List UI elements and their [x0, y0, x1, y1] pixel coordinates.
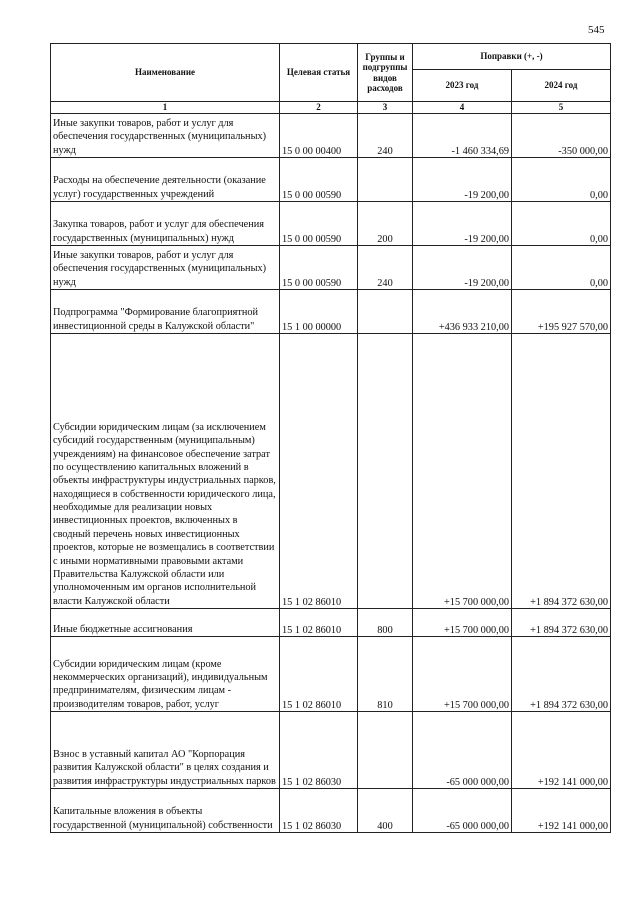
row-amount-2024: +195 927 570,00	[512, 290, 611, 334]
row-target-code: 15 1 02 86030	[280, 712, 358, 789]
row-expense-group: 810	[358, 637, 413, 712]
row-expense-group: 240	[358, 114, 413, 158]
row-amount-2023: +436 933 210,00	[413, 290, 512, 334]
row-target-code: 15 0 00 00400	[280, 114, 358, 158]
page-number: 545	[588, 24, 605, 36]
row-name: Иные закупки товаров, работ и услуг для обеспечения государственных (муниципальных) нужд	[51, 246, 280, 290]
row-amount-2024: 0,00	[512, 158, 611, 202]
row-amount-2023: -19 200,00	[413, 158, 512, 202]
row-amount-2024: 0,00	[512, 202, 611, 246]
row-target-code: 15 1 02 86010	[280, 637, 358, 712]
row-amount-2024: 0,00	[512, 246, 611, 290]
row-expense-group: 400	[358, 789, 413, 833]
row-target-code: 15 1 02 86010	[280, 334, 358, 609]
header-target-article: Целевая статья	[280, 44, 358, 102]
row-expense-group	[358, 290, 413, 334]
col-index-3: 3	[358, 102, 413, 114]
row-expense-group: 240	[358, 246, 413, 290]
header-year-2024: 2024 год	[512, 70, 611, 102]
row-target-code: 15 0 00 00590	[280, 158, 358, 202]
row-target-code: 15 1 02 86010	[280, 609, 358, 637]
row-amount-2023: +15 700 000,00	[413, 334, 512, 609]
row-target-code: 15 0 00 00590	[280, 202, 358, 246]
row-amount-2024: +1 894 372 630,00	[512, 637, 611, 712]
table-row	[51, 609, 611, 637]
col-index-1: 1	[51, 102, 280, 114]
row-amount-2024: -350 000,00	[512, 114, 611, 158]
row-amount-2023: -19 200,00	[413, 202, 512, 246]
row-amount-2023: +15 700 000,00	[413, 637, 512, 712]
row-expense-group	[358, 158, 413, 202]
row-name: Закупка товаров, работ и услуг для обеспечения государственных (муниципальных) нужд	[51, 202, 280, 246]
row-amount-2024: +1 894 372 630,00	[512, 609, 611, 637]
row-expense-group	[358, 334, 413, 609]
row-expense-group: 800	[358, 609, 413, 637]
row-name: Подпрограмма "Формирование благоприятной инвестиционной среды в Калужской области"	[51, 290, 280, 334]
table-row	[51, 158, 611, 202]
table-row	[51, 114, 611, 158]
row-amount-2023: -65 000 000,00	[413, 789, 512, 833]
row-amount-2023: -19 200,00	[413, 246, 512, 290]
row-amount-2023: -65 000 000,00	[413, 712, 512, 789]
row-expense-group: 200	[358, 202, 413, 246]
table-row	[51, 290, 611, 334]
col-index-5: 5	[512, 102, 611, 114]
row-name: Субсидии юридическим лицам (за исключением субсидий государственным (муниципальным) учреждениям) на финансовое обеспечение затрат по осуществлению капитальных вложений в объекты инфраструктуры индустриальных парков, находящиеся в собственности юридического лица, необходимые для реализации новых инвестиционных проектов, включенных в сводный перечень новых инвестиционных проектов, которые не возмещались в соответствии с иными нормативными правовыми актами Правительства Калужской области или уполномоченным им органов исполнительной власти Калужской области	[51, 334, 280, 609]
row-expense-group	[358, 712, 413, 789]
header-amendments: Поправки (+, -)	[413, 44, 611, 70]
table-row	[51, 637, 611, 712]
table-row	[51, 789, 611, 833]
row-target-code: 15 1 00 00000	[280, 290, 358, 334]
header-name: Наименование	[51, 44, 280, 102]
table-row	[51, 246, 611, 290]
row-target-code: 15 0 00 00590	[280, 246, 358, 290]
row-amount-2024: +1 894 372 630,00	[512, 334, 611, 609]
row-name: Расходы на обеспечение деятельности (оказание услуг) государственных учреждений	[51, 158, 280, 202]
col-index-2: 2	[280, 102, 358, 114]
row-name: Капитальные вложения в объекты государственной (муниципальной) собственности	[51, 789, 280, 833]
row-amount-2023: +15 700 000,00	[413, 609, 512, 637]
row-name: Иные бюджетные ассигнования	[51, 609, 280, 637]
table-row	[51, 334, 611, 609]
budget-amendments-table	[50, 43, 611, 833]
row-amount-2023: -1 460 334,69	[413, 114, 512, 158]
row-amount-2024: +192 141 000,00	[512, 789, 611, 833]
row-name: Иные закупки товаров, работ и услуг для обеспечения государственных (муниципальных) нужд	[51, 114, 280, 158]
row-name: Субсидии юридическим лицам (кроме некоммерческих организаций), индивидуальным предпринимателям, физическим лицам - производителям товаров, работ, услуг	[51, 637, 280, 712]
row-amount-2024: +192 141 000,00	[512, 712, 611, 789]
row-name: Взнос в уставный капитал АО "Корпорация развития Калужской области" в целях создания и развития инфраструктуры индустриальных парков	[51, 712, 280, 789]
header-expense-groups: Группы и подгруппы видов расходов	[358, 44, 413, 102]
row-target-code: 15 1 02 86030	[280, 789, 358, 833]
table-row	[51, 712, 611, 789]
col-index-4: 4	[413, 102, 512, 114]
table-row	[51, 202, 611, 246]
header-year-2023: 2023 год	[413, 70, 512, 102]
